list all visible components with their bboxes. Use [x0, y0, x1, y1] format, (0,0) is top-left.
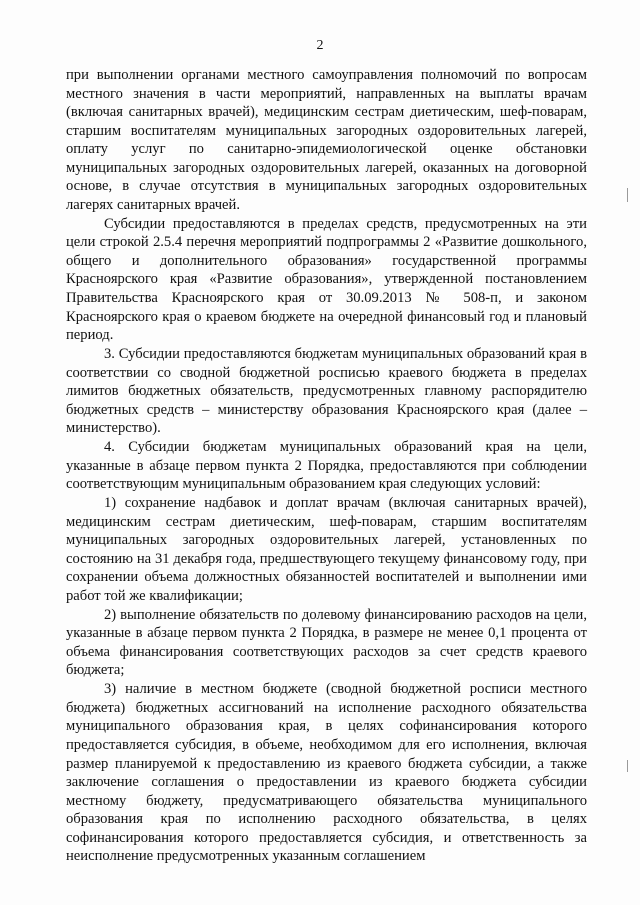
- scan-edge-mark: [627, 188, 628, 202]
- paragraph-condition-1: 1) сохранение надбавок и доплат врачам (включая санитарных врачей), медицинским сестрам диетическим, шеф-поварам, старшим воспитателям муниципальных загородных оздоровительных лагерей, установленных по состоянию на 31 декабря года, предшествующего текущему финансовому году, при сохранении объема должностных обязанностей воспитателей и выполнении ими работ той же квалификации;: [66, 495, 587, 604]
- paragraph-condition-2: 2) выполнение обязательств по долевому финансированию расходов на цели, указанные в абзаце первом пункта 2 Порядка, в размере не менее 0,1 процента от объема финансирования соответствующих расходов за счет средств краевого бюджета;: [66, 606, 587, 679]
- paragraph-condition-3: 3) наличие в местном бюджете (сводной бюджетной росписи местного бюджета) бюджетных ассигнований на исполнение расходного обязательства муниципального образования края, в целях софинансирования которого предоставляется субсидия, в объеме, необходимом для его исполнения, включая размер планируемой к предоставлению из краевого бюджета субсидии, а также заключение соглашения о предоставлении из краевого бюджета субсидии местному бюджету, предусматривающего обязательства муниципального образования края по исполнению расходного обязательства, в целях софинансирования которого предоставляется субсидия, и ответственность за неисполнение предусмотренных указанным соглашением: [66, 681, 587, 865]
- paragraph-item-3: 3. Субсидии предоставляются бюджетам муниципальных образований края в соответствии со сводной бюджетной росписью краевого бюджета в пределах лимитов бюджетных обязательств, предусмотренных главному распорядителю бюджетных средств – министерству образования Красноярского края (далее – министерство).: [66, 345, 587, 437]
- paragraph-subsidy-limits: Субсидии предоставляются в пределах средств, предусмотренных на эти цели строкой 2.5.4 перечня мероприятий подпрограммы 2 «Развитие дошкольного, общего и дополнительного образования» государственной программы Красноярского края «Развитие образования», утвержденной постановлением Правительства Красноярского края от 30.09.2013 № 508-п, и законом Красноярского края о краевом бюджете на очередной финансовый год и плановый период.: [66, 215, 587, 344]
- page-number: 2: [316, 38, 324, 53]
- paragraph-item-4: 4. Субсидии бюджетам муниципальных образований края на цели, указанные в абзаце первом пункта 2 Порядка, предоставляются при соблюдении соответствующим муниципальным образованием края следующих условий:: [66, 439, 587, 493]
- scan-edge-mark: [627, 760, 628, 772]
- document-body: [66, 66, 587, 866]
- paragraph-continuation: при выполнении органами местного самоуправления полномочий по вопросам местного значения в части мероприятий, направленных на выплаты врачам (включая санитарных врачей), медицинским сестрам диетическим, шеф-поварам, старшим воспитателям муниципальных загородных оздоровительных лагерей, оплату услуг по санитарно-эпидемиологической оценке обстановки муниципальных загородных оздоровительных лагерей, оказанных на договорной основе, в случае отсутствия в муниципальных загородных оздоровительных лагерях санитарных врачей.: [66, 67, 587, 213]
